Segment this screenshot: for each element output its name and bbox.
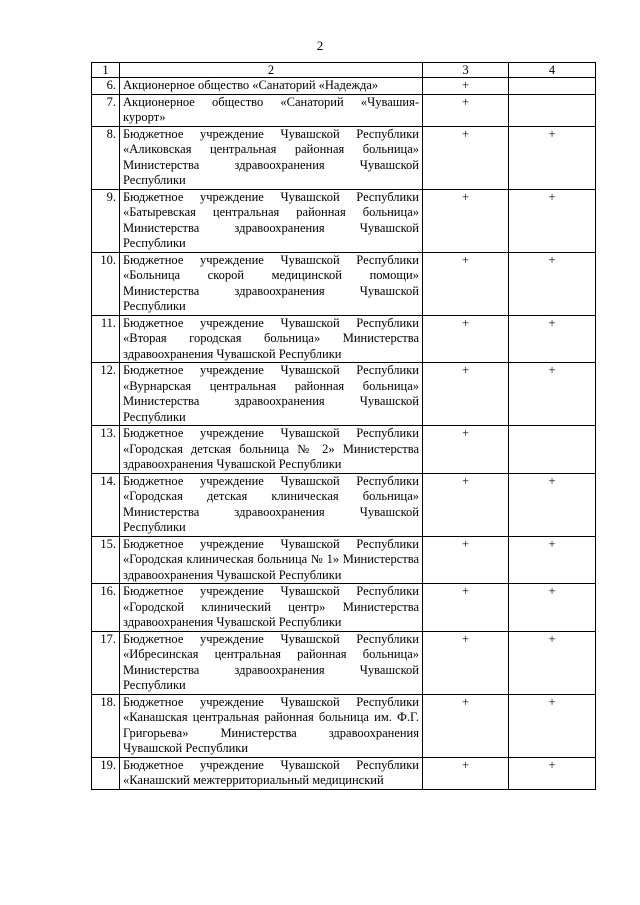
table-row — [92, 584, 596, 632]
row-number: 15. — [92, 536, 120, 584]
organization-name: Бюджетное учреждение Чувашской Республики «Канашский межтерриториальный медицинский — [120, 757, 423, 789]
column-header-3: 3 — [423, 63, 509, 78]
row-number: 12. — [92, 363, 120, 426]
organization-name: Бюджетное учреждение Чувашской Республики «Батыревская центральная районная больница» Министерства здравоохранения Чувашской Республики — [120, 189, 423, 252]
row-number: 13. — [92, 426, 120, 474]
column-4-mark: + — [509, 694, 596, 757]
column-3-mark: + — [423, 126, 509, 189]
column-header-1: 1 — [92, 63, 120, 78]
column-3-mark: + — [423, 315, 509, 363]
row-number: 11. — [92, 315, 120, 363]
table-row — [92, 189, 596, 252]
table-row — [92, 315, 596, 363]
column-3-mark: + — [423, 694, 509, 757]
organization-name: Бюджетное учреждение Чувашской Республики «Аликовская центральная районная больница» Министерства здравоохранения Чувашской Республики — [120, 126, 423, 189]
table-header-row — [92, 63, 596, 78]
organization-name: Бюджетное учреждение Чувашской Республики «Вторая городская больница» Министерства здравоохранения Чувашской Республики — [120, 315, 423, 363]
column-4-mark: + — [509, 126, 596, 189]
organization-name: Бюджетное учреждение Чувашской Республики «Городская детская больница № 2» Министерства здравоохранения Чувашской Республики — [120, 426, 423, 474]
column-4-mark: + — [509, 757, 596, 789]
column-4-mark — [509, 94, 596, 126]
table-row — [92, 126, 596, 189]
column-4-mark — [509, 426, 596, 474]
organization-name: Бюджетное учреждение Чувашской Республики «Канашская центральная районная больница им. Ф.Г. Григорьева» Министерства здравоохранения Чувашской Республики — [120, 694, 423, 757]
column-3-mark: + — [423, 536, 509, 584]
column-3-mark: + — [423, 473, 509, 536]
row-number: 17. — [92, 631, 120, 694]
table-row — [92, 473, 596, 536]
row-number: 8. — [92, 126, 120, 189]
organization-name: Бюджетное учреждение Чувашской Республики «Ибресинская центральная районная больница» Министерства здравоохранения Чувашской Республики — [120, 631, 423, 694]
column-header-4: 4 — [509, 63, 596, 78]
column-3-mark: + — [423, 631, 509, 694]
column-3-mark: + — [423, 189, 509, 252]
column-3-mark: + — [423, 94, 509, 126]
row-number: 9. — [92, 189, 120, 252]
table-row — [92, 757, 596, 789]
column-4-mark: + — [509, 363, 596, 426]
row-number: 7. — [92, 94, 120, 126]
column-4-mark: + — [509, 631, 596, 694]
column-4-mark: + — [509, 315, 596, 363]
row-number: 18. — [92, 694, 120, 757]
column-4-mark: + — [509, 252, 596, 315]
organization-name: Акционерное общество «Санаторий «Чувашия-курорт» — [120, 94, 423, 126]
page-number: 2 — [316, 38, 324, 53]
table-row — [92, 536, 596, 584]
column-4-mark: + — [509, 536, 596, 584]
table-row — [92, 78, 596, 95]
row-number: 16. — [92, 584, 120, 632]
column-3-mark: + — [423, 78, 509, 95]
row-number: 19. — [92, 757, 120, 789]
table-row — [92, 631, 596, 694]
column-3-mark: + — [423, 584, 509, 632]
row-number: 10. — [92, 252, 120, 315]
organization-name: Бюджетное учреждение Чувашской Республики «Городской клинический центр» Министерства здравоохранения Чувашской Республики — [120, 584, 423, 632]
column-3-mark: + — [423, 252, 509, 315]
column-4-mark — [509, 78, 596, 95]
table-row — [92, 426, 596, 474]
column-4-mark: + — [509, 584, 596, 632]
column-3-mark: + — [423, 426, 509, 474]
organization-name: Акционерное общество «Санаторий «Надежда» — [120, 78, 423, 95]
organization-name: Бюджетное учреждение Чувашской Республики «Вурнарская центральная районная больница» Министерства здравоохранения Чувашской Республики — [120, 363, 423, 426]
column-header-2: 2 — [120, 63, 423, 78]
row-number: 6. — [92, 78, 120, 95]
organization-name: Бюджетное учреждение Чувашской Республики «Городская клиническая больница № 1» Министерства здравоохранения Чувашской Республики — [120, 536, 423, 584]
row-number: 14. — [92, 473, 120, 536]
column-3-mark: + — [423, 363, 509, 426]
table-row — [92, 363, 596, 426]
column-4-mark: + — [509, 473, 596, 536]
column-3-mark: + — [423, 757, 509, 789]
column-4-mark: + — [509, 189, 596, 252]
table-row — [92, 694, 596, 757]
organizations-table — [91, 62, 596, 790]
table-row — [92, 252, 596, 315]
table-row — [92, 94, 596, 126]
organization-name: Бюджетное учреждение Чувашской Республики «Городская детская клиническая больница» Министерства здравоохранения Чувашской Республики — [120, 473, 423, 536]
organization-name: Бюджетное учреждение Чувашской Республики «Больница скорой медицинской помощи» Министерства здравоохранения Чувашской Республики — [120, 252, 423, 315]
